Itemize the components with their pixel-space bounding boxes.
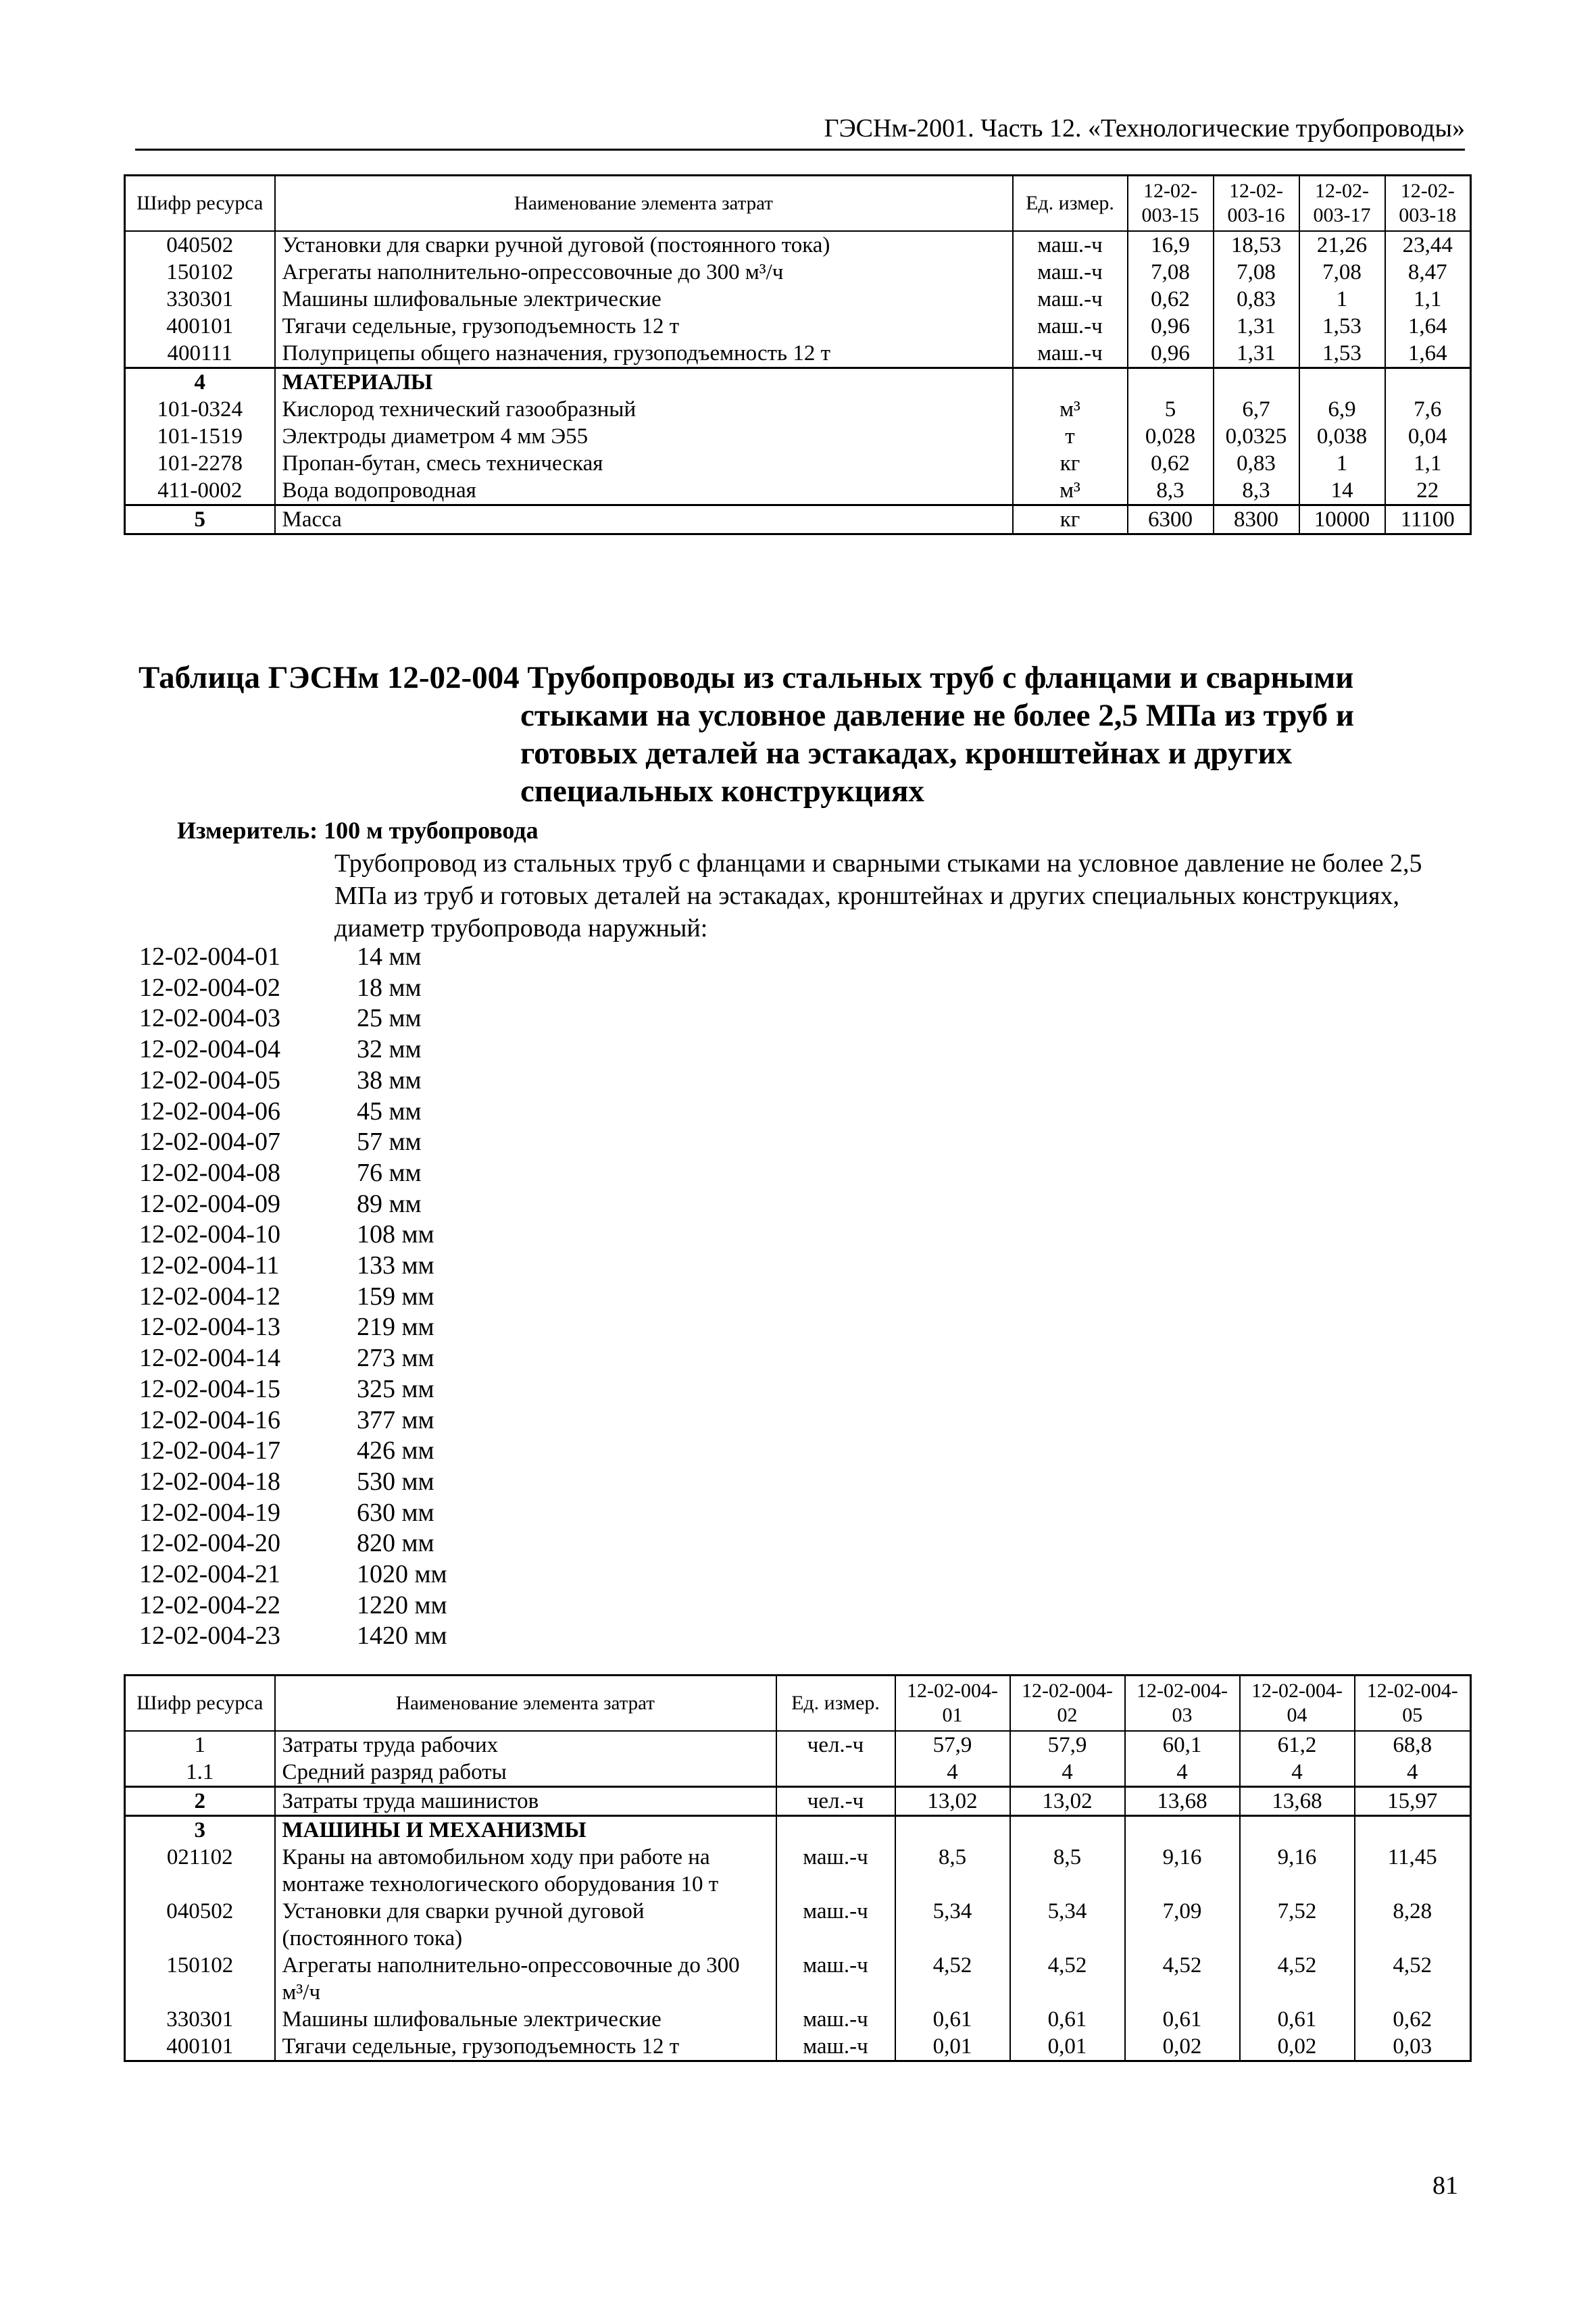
table-row (125, 1731, 1471, 1759)
table-title (139, 659, 1443, 810)
unit: м³ (1013, 396, 1128, 423)
value: 1,53 (1299, 313, 1385, 340)
header-name: Наименование элемента затрат (275, 1676, 776, 1732)
table-row (125, 1844, 1471, 1898)
value: 1,64 (1385, 340, 1471, 368)
unit: маш.-ч (776, 1844, 895, 1898)
header-unit: Ед. измер. (1013, 176, 1128, 232)
code-list-item (139, 1282, 447, 1313)
table-row (125, 1898, 1471, 1952)
header-col: 12-02-003-17 (1299, 176, 1385, 232)
cost-element-name: Установки для сварки ручной дуговой (постоянного тока) (275, 231, 1013, 259)
value: 1,1 (1385, 450, 1471, 477)
unit: м³ (1013, 477, 1128, 505)
value: 9,16 (1240, 1844, 1355, 1898)
pipe-diameter: 1220 мм (357, 1590, 447, 1619)
unit (776, 1759, 895, 1787)
table-row (125, 2033, 1471, 2061)
cost-element-name: Вода водопроводная (275, 477, 1013, 505)
value: 0,03 (1355, 2033, 1471, 2061)
value: 0,61 (1010, 2006, 1125, 2033)
cost-element-name: Электроды диаметром 4 мм Э55 (275, 423, 1013, 450)
header-col: 12-02-004-05 (1355, 1676, 1471, 1732)
pipe-diameter: 45 мм (357, 1097, 422, 1126)
value: 1,64 (1385, 313, 1471, 340)
cost-element-name: Машины шлифовальные электрические (275, 2006, 776, 2033)
header-col: 12-02-003-16 (1214, 176, 1299, 232)
page-number: 81 (1432, 2171, 1458, 2200)
value: 0,61 (895, 2006, 1010, 2033)
code-list-item (139, 1436, 447, 1467)
norm-code: 12-02-004-21 (139, 1560, 280, 1589)
code-list (139, 942, 447, 1652)
pipe-diameter: 18 мм (357, 973, 422, 1002)
pipe-diameter: 133 мм (357, 1251, 434, 1280)
value: 4 (1125, 1759, 1240, 1787)
norm-code: 12-02-004-16 (139, 1405, 280, 1434)
header-col: 12-02-003-15 (1128, 176, 1214, 232)
norm-code: 12-02-004-13 (139, 1313, 280, 1342)
code-list-item (139, 1127, 447, 1158)
value: 13,02 (895, 1787, 1010, 1816)
cost-element-name: Затраты труда машинистов (275, 1787, 776, 1816)
mass-row (125, 505, 1471, 534)
pipe-diameter: 530 мм (357, 1467, 434, 1496)
resource-code: 400111 (125, 340, 275, 368)
section-title: МАШИНЫ И МЕХАНИЗМЫ (275, 1816, 776, 1844)
norm-code: 12-02-004-11 (139, 1251, 280, 1280)
norm-code: 12-02-004-20 (139, 1529, 280, 1558)
value: 0,62 (1128, 286, 1214, 313)
unit: т (1013, 423, 1128, 450)
resource-code: 150102 (125, 259, 275, 286)
resource-code: 1.1 (125, 1759, 275, 1787)
resource-code: 330301 (125, 2006, 275, 2033)
resource-code: 400101 (125, 2033, 275, 2061)
table-row (125, 1952, 1471, 2006)
cost-element-name: Агрегаты наполнительно-опрессовочные до 300 м³/ч (275, 1952, 776, 2006)
section-code: 3 (125, 1816, 275, 1844)
table-row (125, 231, 1471, 259)
table-header-row (125, 1676, 1471, 1732)
code-list-item (139, 1559, 447, 1590)
running-header: ГЭСНм-2001. Часть 12. «Технологические трубопроводы» (135, 114, 1465, 151)
resource-code: 400101 (125, 313, 275, 340)
resource-code: 101-1519 (125, 423, 275, 450)
value: 4,52 (1010, 1952, 1125, 2006)
cost-element-name: Машины шлифовальные электрические (275, 286, 1013, 313)
section-row-materials (125, 368, 1471, 397)
unit: маш.-ч (776, 1898, 895, 1952)
table-title-line: специальных конструкциях (520, 774, 924, 809)
value: 7,52 (1240, 1898, 1355, 1952)
value: 16,9 (1128, 231, 1214, 259)
code-list-item (139, 1621, 447, 1652)
value: 0,61 (1240, 2006, 1355, 2033)
norm-code: 12-02-004-03 (139, 1004, 280, 1033)
section-row-machines (125, 1816, 1471, 1844)
code-list-item (139, 1065, 447, 1097)
norm-code: 12-02-004-07 (139, 1128, 280, 1157)
table-row (125, 450, 1471, 477)
resource-code: 021102 (125, 1844, 275, 1898)
value: 14 (1299, 477, 1385, 505)
code-list-item (139, 1374, 447, 1405)
value: 8,47 (1385, 259, 1471, 286)
value: 8300 (1214, 505, 1299, 534)
code-list-item (139, 1343, 447, 1374)
header-unit: Ед. измер. (776, 1676, 895, 1732)
unit: маш.-ч (776, 2006, 895, 2033)
resource-code: 1 (125, 1731, 275, 1759)
pipe-diameter: 159 мм (357, 1282, 434, 1311)
code-list-item (139, 973, 447, 1004)
code-list-item (139, 942, 447, 973)
value: 1,53 (1299, 340, 1385, 368)
value: 0,02 (1125, 2033, 1240, 2061)
pipe-diameter: 14 мм (357, 942, 422, 971)
header-col: 12-02-004-04 (1240, 1676, 1355, 1732)
pipe-diameter: 76 мм (357, 1158, 422, 1187)
pipe-diameter: 377 мм (357, 1405, 434, 1434)
value: 68,8 (1355, 1731, 1471, 1759)
table-row (125, 396, 1471, 423)
value: 13,02 (1010, 1787, 1125, 1816)
cost-element-name: Агрегаты наполнительно-опрессовочные до 300 м³/ч (275, 259, 1013, 286)
pipe-diameter: 38 мм (357, 1065, 422, 1095)
value: 13,68 (1125, 1787, 1240, 1816)
value: 1,31 (1214, 340, 1299, 368)
value: 0,62 (1355, 2006, 1471, 2033)
value: 0,96 (1128, 340, 1214, 368)
norm-code: 12-02-004-14 (139, 1344, 280, 1373)
value: 0,83 (1214, 450, 1299, 477)
code-list-item (139, 1467, 447, 1498)
value: 0,01 (1010, 2033, 1125, 2061)
value: 5,34 (1010, 1898, 1125, 1952)
value: 57,9 (895, 1731, 1010, 1759)
table-title-line: готовых деталей на эстакадах, кронштейнах и других (520, 736, 1293, 771)
value: 8,28 (1355, 1898, 1471, 1952)
pipe-diameter: 57 мм (357, 1128, 422, 1157)
value: 6,7 (1214, 396, 1299, 423)
unit: кг (1013, 450, 1128, 477)
value: 1,1 (1385, 286, 1471, 313)
resource-code: 101-0324 (125, 396, 275, 423)
value: 4 (895, 1759, 1010, 1787)
value: 6300 (1128, 505, 1214, 534)
unit: маш.-ч (1013, 259, 1128, 286)
cost-element-name: Средний разряд работы (275, 1759, 776, 1787)
value: 8,3 (1214, 477, 1299, 505)
value: 0,62 (1128, 450, 1214, 477)
norm-code: 12-02-004-10 (139, 1220, 280, 1249)
unit: маш.-ч (1013, 313, 1128, 340)
table-row (125, 313, 1471, 340)
table-title-line: стыками на условное давление не более 2,5 МПа из труб и (520, 698, 1354, 733)
value: 4,52 (1125, 1952, 1240, 2006)
pipe-diameter: 32 мм (357, 1035, 422, 1064)
pipe-diameter: 89 мм (357, 1189, 422, 1218)
value: 10000 (1299, 505, 1385, 534)
cost-element-name: Пропан-бутан, смесь техническая (275, 450, 1013, 477)
code-list-item (139, 1219, 447, 1251)
value: 0,96 (1128, 313, 1214, 340)
table-row (125, 286, 1471, 313)
value: 8,5 (895, 1844, 1010, 1898)
cost-element-name: Тягачи седельные, грузоподъемность 12 т (275, 2033, 776, 2061)
resource-code: 330301 (125, 286, 275, 313)
value: 4,52 (895, 1952, 1010, 2006)
norm-code: 12-02-004-01 (139, 942, 280, 971)
cost-element-name: Масса (275, 505, 1013, 534)
resource-code: 150102 (125, 1952, 275, 2006)
code-list-item (139, 1528, 447, 1559)
cost-element-name: Краны на автомобильном ходу при работе на монтаже технологического оборудования 10 т (275, 1844, 776, 1898)
table-row (125, 477, 1471, 505)
cost-element-name: Тягачи седельные, грузоподъемность 12 т (275, 313, 1013, 340)
work-description: Трубопровод из стальных труб с фланцами и сварными стыками на условное давление не более 2,5 МПа из труб и готовых деталей на эстакадах, кронштейнах и других специальных конструкциях, диаметр трубопровода наружный: (334, 849, 1422, 942)
table-header-row (125, 176, 1471, 232)
code-list-item (139, 1189, 447, 1220)
header-col: 12-02-004-01 (895, 1676, 1010, 1732)
cost-element-name: Затраты труда рабочих (275, 1731, 776, 1759)
unit: кг (1013, 505, 1128, 534)
section-title: МАТЕРИАЛЫ (275, 368, 1013, 397)
value: 61,2 (1240, 1731, 1355, 1759)
value: 6,9 (1299, 396, 1385, 423)
value: 13,68 (1240, 1787, 1355, 1816)
pipe-diameter: 108 мм (357, 1220, 434, 1249)
norm-code: 12-02-004-12 (139, 1282, 280, 1311)
table-row (125, 2006, 1471, 2033)
cost-element-name: Установки для сварки ручной дуговой (постоянного тока) (275, 1898, 776, 1952)
resource-code: 040502 (125, 1898, 275, 1952)
header-col: 12-02-004-03 (1125, 1676, 1240, 1732)
code-list-item (139, 1097, 447, 1128)
pipe-diameter: 219 мм (357, 1313, 434, 1342)
unit: маш.-ч (1013, 286, 1128, 313)
value: 7,08 (1128, 259, 1214, 286)
value: 7,09 (1125, 1898, 1240, 1952)
code-list-item (139, 1590, 447, 1621)
code-list-item (139, 1251, 447, 1282)
pipe-diameter: 1020 мм (357, 1560, 447, 1589)
norm-code: 12-02-004-18 (139, 1467, 280, 1496)
value: 1 (1299, 450, 1385, 477)
value: 57,9 (1010, 1731, 1125, 1759)
header-col: 12-02-004-02 (1010, 1676, 1125, 1732)
value: 7,08 (1299, 259, 1385, 286)
norm-code: 12-02-004-22 (139, 1590, 280, 1619)
header-code: Шифр ресурса (125, 1676, 275, 1732)
norm-code: 12-02-004-06 (139, 1097, 280, 1126)
value: 0,0325 (1214, 423, 1299, 450)
table-title-line: Таблица ГЭСНм 12-02-004 Трубопроводы из стальных труб с фланцами и сварными (139, 660, 1354, 695)
value: 7,08 (1214, 259, 1299, 286)
pipe-diameter: 273 мм (357, 1344, 434, 1373)
header-code: Шифр ресурса (125, 176, 275, 232)
code-list-item (139, 1003, 447, 1034)
unit: маш.-ч (1013, 231, 1128, 259)
header-name: Наименование элемента затрат (275, 176, 1013, 232)
measure-unit: Измеритель: 100 м трубопровода (177, 817, 539, 844)
pipe-diameter: 630 мм (357, 1498, 434, 1527)
value: 5 (1128, 396, 1214, 423)
table-row (125, 423, 1471, 450)
value: 15,97 (1355, 1787, 1471, 1816)
resource-code: 2 (125, 1787, 275, 1816)
value: 0,61 (1125, 2006, 1240, 2033)
value: 4,52 (1240, 1952, 1355, 2006)
pipe-diameter: 426 мм (357, 1436, 434, 1465)
value: 8,3 (1128, 477, 1214, 505)
norm-code: 12-02-004-19 (139, 1498, 280, 1527)
value: 8,5 (1010, 1844, 1125, 1898)
value: 7,6 (1385, 396, 1471, 423)
norm-code: 12-02-004-08 (139, 1158, 280, 1187)
value: 0,83 (1214, 286, 1299, 313)
value: 0,01 (895, 2033, 1010, 2061)
code-list-item (139, 1498, 447, 1529)
value: 4,52 (1355, 1952, 1471, 2006)
norm-code: 12-02-004-15 (139, 1374, 280, 1403)
section-code: 5 (125, 505, 275, 534)
pipe-diameter: 25 мм (357, 1004, 422, 1033)
resource-code: 411-0002 (125, 477, 275, 505)
table-row (125, 1759, 1471, 1787)
value: 1,31 (1214, 313, 1299, 340)
value: 4 (1010, 1759, 1125, 1787)
cost-element-name: Полуприцепы общего назначения, грузоподъемность 12 т (275, 340, 1013, 368)
value: 1 (1299, 286, 1385, 313)
value: 60,1 (1125, 1731, 1240, 1759)
norm-code: 12-02-004-17 (139, 1436, 280, 1465)
norm-code: 12-02-004-02 (139, 973, 280, 1002)
value: 0,028 (1128, 423, 1214, 450)
value: 23,44 (1385, 231, 1471, 259)
value: 18,53 (1214, 231, 1299, 259)
value: 0,02 (1240, 2033, 1355, 2061)
code-list-item (139, 1405, 447, 1436)
value: 22 (1385, 477, 1471, 505)
code-list-item (139, 1158, 447, 1189)
value: 11100 (1385, 505, 1471, 534)
labor-machines-table-004 (124, 1674, 1472, 2062)
table-row (125, 340, 1471, 368)
value: 0,038 (1299, 423, 1385, 450)
header-col: 12-02-003-18 (1385, 176, 1471, 232)
code-list-item (139, 1312, 447, 1343)
machines-materials-table-003 (124, 174, 1472, 535)
norm-code: 12-02-004-23 (139, 1621, 280, 1651)
value: 4 (1240, 1759, 1355, 1787)
unit: маш.-ч (1013, 340, 1128, 368)
unit: чел.-ч (776, 1787, 895, 1816)
unit: чел.-ч (776, 1731, 895, 1759)
cost-element-name: Кислород технический газообразный (275, 396, 1013, 423)
section-code: 4 (125, 368, 275, 397)
resource-code: 040502 (125, 231, 275, 259)
code-list-item (139, 1034, 447, 1065)
value: 4 (1355, 1759, 1471, 1787)
table-row (125, 259, 1471, 286)
value: 0,04 (1385, 423, 1471, 450)
table-row (125, 1787, 1471, 1816)
value: 11,45 (1355, 1844, 1471, 1898)
norm-code: 12-02-004-04 (139, 1035, 280, 1064)
resource-code: 101-2278 (125, 450, 275, 477)
value: 9,16 (1125, 1844, 1240, 1898)
value: 5,34 (895, 1898, 1010, 1952)
unit: маш.-ч (776, 2033, 895, 2061)
pipe-diameter: 1420 мм (357, 1621, 447, 1651)
norm-code: 12-02-004-09 (139, 1189, 280, 1218)
norm-code: 12-02-004-05 (139, 1065, 280, 1095)
unit: маш.-ч (776, 1952, 895, 2006)
pipe-diameter: 325 мм (357, 1374, 434, 1403)
value: 21,26 (1299, 231, 1385, 259)
pipe-diameter: 820 мм (357, 1529, 434, 1558)
